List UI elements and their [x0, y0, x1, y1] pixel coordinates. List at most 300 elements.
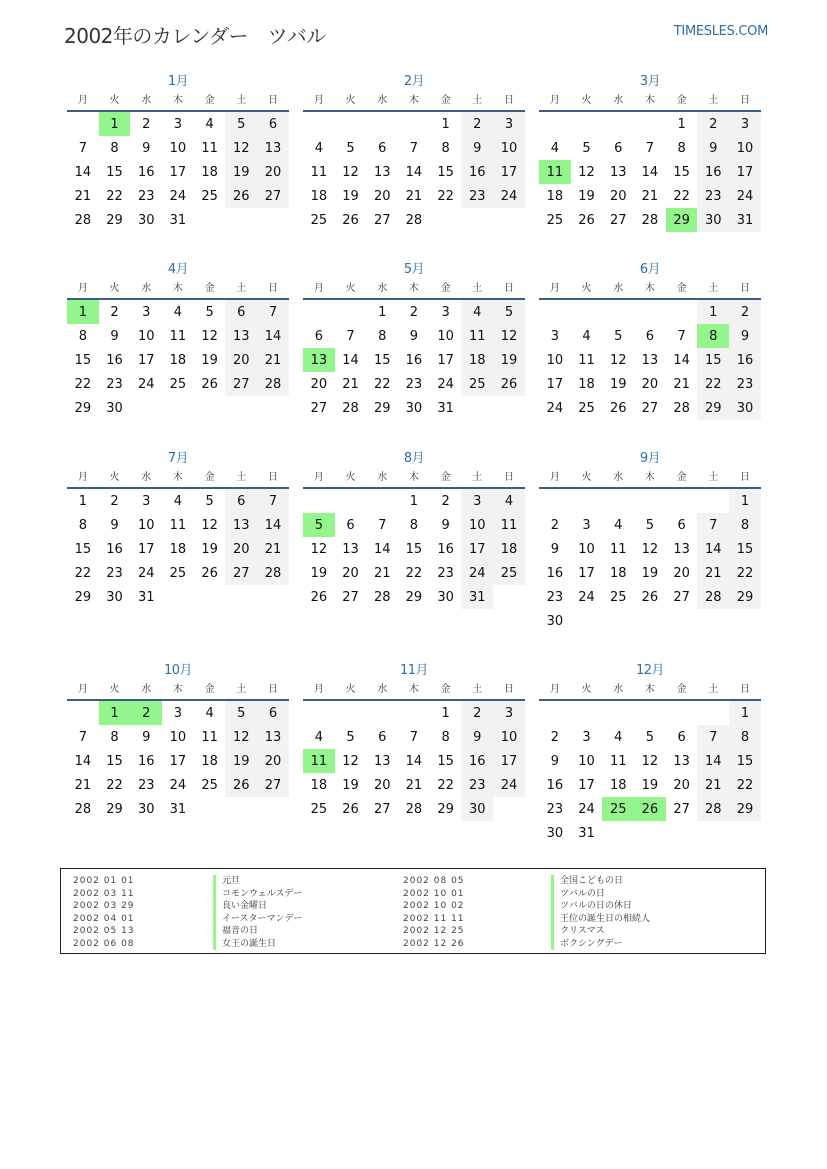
day-cell: 4 [461, 300, 493, 324]
day-cell: 27 [673, 801, 690, 817]
weekday-label: 土 [472, 95, 483, 106]
day-cell: 22 [106, 777, 123, 793]
weekday-label: 木 [644, 283, 655, 294]
day-cell: 28 [342, 400, 359, 416]
day-cell: 5 [205, 493, 214, 509]
day-cell: 4 [173, 493, 183, 509]
day-cell: 28 [74, 212, 92, 228]
day-cell: 10 [137, 328, 155, 344]
weekday-label: 木 [644, 472, 655, 483]
day-cell: 19 [225, 160, 257, 184]
day-cell: 16 [697, 160, 729, 184]
day-cell: 9 [110, 517, 119, 533]
day-cell: 7 [257, 300, 289, 324]
weekday-label: 土 [236, 472, 247, 483]
day-cell: 22 [405, 565, 423, 581]
holiday-date: 2002 03 29 [73, 901, 135, 911]
empty-cell [571, 701, 603, 725]
holiday-name: コモンウェルスデー [213, 888, 303, 901]
day-cell: 4 [550, 140, 559, 156]
empty-cell [398, 112, 430, 136]
day-cell: 15 [729, 749, 761, 773]
day-cell: 28 [673, 400, 690, 416]
day-cell: 11 [461, 324, 493, 348]
day-cell: 28 [697, 585, 729, 609]
day-cell: 23 [405, 376, 423, 392]
day-cell: 8 [378, 328, 387, 344]
holiday-date: 2002 01 01 [73, 876, 135, 886]
day-cell: 8 [78, 328, 87, 344]
day-cell: 29 [74, 400, 92, 416]
holiday-cell: 13 [303, 348, 335, 372]
day-cell: 14 [257, 324, 289, 348]
day-cell: 5 [225, 701, 257, 725]
weekday-label: 火 [345, 283, 356, 294]
weekday-header [539, 681, 761, 701]
weekday-label: 金 [676, 283, 687, 294]
day-cell: 10 [578, 541, 595, 557]
day-cell: 25 [310, 801, 328, 817]
days-grid [67, 489, 289, 609]
empty-cell [335, 489, 367, 513]
day-cell: 22 [74, 376, 92, 392]
day-cell: 20 [641, 376, 659, 392]
empty-cell [602, 489, 634, 513]
day-cell: 24 [169, 188, 187, 204]
holiday-date: 2002 04 01 [73, 913, 135, 924]
weekday-label: 水 [141, 472, 152, 483]
day-cell: 15 [437, 753, 454, 769]
empty-cell [666, 701, 698, 725]
day-cell: 22 [729, 773, 761, 797]
day-cell: 27 [257, 184, 289, 208]
empty-cell [539, 112, 571, 136]
day-cell: 28 [405, 801, 423, 817]
month-name: 12月 [635, 663, 665, 678]
weekday-header [303, 681, 525, 701]
empty-cell [539, 489, 571, 513]
weekday-label: 水 [377, 472, 388, 483]
day-cell: 30 [461, 797, 493, 821]
holiday-cell: 1 [99, 112, 131, 136]
weekday-label: 水 [377, 95, 388, 106]
day-cell: 3 [142, 304, 151, 320]
empty-cell [634, 300, 666, 324]
day-cell: 16 [729, 348, 761, 372]
day-cell: 15 [106, 164, 123, 180]
day-cell: 9 [142, 140, 151, 156]
weekday-label: 土 [236, 684, 247, 695]
day-cell: 29 [437, 801, 454, 817]
day-cell: 4 [205, 116, 214, 132]
weekday-label: 土 [472, 283, 483, 294]
day-cell: 23 [461, 773, 493, 797]
day-cell: 21 [697, 561, 729, 585]
day-cell: 17 [137, 541, 155, 557]
day-cell: 3 [493, 701, 525, 725]
day-cell: 20 [310, 376, 328, 392]
holiday-date: 2002 10 02 [403, 901, 465, 911]
holiday-date: 2002 03 11 [73, 888, 135, 899]
weekday-label: 月 [549, 684, 560, 695]
day-cell: 19 [225, 749, 257, 773]
day-cell: 24 [461, 561, 493, 585]
weekday-label: 月 [549, 472, 560, 483]
weekday-label: 日 [739, 95, 750, 106]
day-cell: 19 [641, 777, 659, 793]
day-cell: 28 [74, 801, 92, 817]
month-name: 1月 [167, 74, 189, 89]
holiday-cell: 8 [697, 324, 729, 348]
day-cell: 12 [493, 324, 525, 348]
weekday-label: 月 [313, 95, 324, 106]
month-name: 10月 [163, 663, 193, 678]
day-cell: 7 [78, 729, 87, 745]
day-cell: 26 [201, 376, 218, 392]
day-cell: 21 [641, 188, 659, 204]
day-cell: 28 [641, 212, 659, 228]
brand-logo[interactable]: TIMESLES.COM [673, 24, 768, 39]
day-cell: 8 [729, 513, 761, 537]
day-cell: 1 [78, 493, 87, 509]
day-cell: 10 [137, 517, 155, 533]
empty-cell [571, 300, 603, 324]
day-cell: 24 [493, 773, 525, 797]
day-cell: 20 [673, 777, 690, 793]
day-cell: 12 [225, 725, 257, 749]
day-cell: 22 [373, 376, 391, 392]
day-cell: 27 [225, 372, 257, 396]
weekday-header [67, 469, 289, 489]
day-cell: 18 [169, 352, 187, 368]
day-cell: 23 [106, 565, 123, 581]
day-cell: 6 [257, 112, 289, 136]
weekday-label: 水 [613, 684, 624, 695]
day-cell: 1 [729, 489, 761, 513]
day-cell: 31 [729, 208, 761, 232]
weekday-label: 月 [77, 283, 88, 294]
day-cell: 18 [169, 541, 187, 557]
empty-cell [666, 489, 698, 513]
weekday-label: 水 [613, 283, 624, 294]
day-cell: 10 [169, 140, 187, 156]
day-cell: 22 [437, 188, 454, 204]
day-cell: 26 [342, 801, 359, 817]
day-cell: 18 [201, 164, 218, 180]
day-cell: 7 [78, 140, 87, 156]
weekday-label: 火 [581, 472, 592, 483]
day-cell: 12 [201, 517, 218, 533]
day-cell: 16 [106, 352, 123, 368]
day-cell: 13 [641, 352, 659, 368]
day-cell: 7 [257, 489, 289, 513]
empty-cell [67, 701, 99, 725]
day-cell: 21 [405, 777, 423, 793]
month-block [67, 449, 289, 609]
day-cell: 23 [546, 801, 564, 817]
day-cell: 7 [697, 513, 729, 537]
weekday-label: 木 [172, 95, 183, 106]
weekday-label: 火 [109, 684, 120, 695]
day-cell: 11 [609, 753, 627, 769]
day-cell: 24 [546, 400, 564, 416]
day-cell: 8 [677, 140, 686, 156]
day-cell: 20 [609, 188, 627, 204]
empty-cell [602, 300, 634, 324]
weekday-label: 木 [408, 472, 419, 483]
day-cell: 28 [257, 372, 289, 396]
day-cell: 26 [342, 212, 359, 228]
weekday-label: 木 [644, 95, 655, 106]
empty-cell [602, 701, 634, 725]
day-cell: 5 [225, 112, 257, 136]
day-cell: 26 [641, 589, 659, 605]
day-cell: 14 [641, 164, 659, 180]
day-cell: 22 [697, 372, 729, 396]
day-cell: 11 [201, 140, 218, 156]
day-cell: 7 [697, 725, 729, 749]
day-cell: 12 [225, 136, 257, 160]
day-cell: 20 [373, 777, 391, 793]
weekday-label: 水 [613, 472, 624, 483]
day-cell: 25 [169, 376, 187, 392]
day-cell: 9 [110, 328, 119, 344]
day-cell: 24 [437, 376, 454, 392]
day-cell: 30 [106, 400, 123, 416]
month-name: 8月 [403, 451, 425, 466]
day-cell: 17 [578, 777, 595, 793]
empty-cell [634, 112, 666, 136]
weekday-label: 金 [440, 472, 451, 483]
day-cell: 14 [74, 753, 92, 769]
weekday-label: 日 [267, 684, 278, 695]
empty-cell [697, 489, 729, 513]
day-cell: 31 [169, 801, 187, 817]
day-cell: 14 [697, 537, 729, 561]
day-cell: 30 [405, 400, 423, 416]
day-cell: 2 [110, 493, 119, 509]
day-cell: 29 [74, 589, 92, 605]
days-grid [67, 701, 289, 821]
weekday-label: 水 [377, 283, 388, 294]
day-cell: 15 [437, 164, 454, 180]
weekday-label: 金 [676, 95, 687, 106]
weekday-label: 火 [345, 95, 356, 106]
legend-right-dates [403, 875, 465, 950]
day-cell: 18 [201, 753, 218, 769]
day-cell: 12 [641, 753, 659, 769]
days-grid [67, 112, 289, 232]
day-cell: 24 [137, 565, 155, 581]
weekday-label: 火 [345, 684, 356, 695]
day-cell: 5 [205, 304, 214, 320]
holiday-cell: 11 [539, 160, 571, 184]
day-cell: 20 [673, 565, 690, 581]
weekday-label: 金 [676, 684, 687, 695]
day-cell: 15 [106, 753, 123, 769]
empty-cell [366, 112, 398, 136]
weekday-label: 土 [472, 472, 483, 483]
empty-cell [303, 112, 335, 136]
day-cell: 19 [310, 565, 328, 581]
day-cell: 16 [546, 565, 564, 581]
day-cell: 29 [729, 585, 761, 609]
month-block [67, 661, 289, 821]
day-cell: 12 [310, 541, 328, 557]
day-cell: 1 [697, 300, 729, 324]
day-cell: 12 [641, 541, 659, 557]
day-cell: 10 [461, 513, 493, 537]
weekday-label: 月 [77, 472, 88, 483]
month-name: 7月 [167, 451, 189, 466]
day-cell: 13 [673, 753, 690, 769]
weekday-label: 日 [503, 472, 514, 483]
weekday-label: 木 [172, 472, 183, 483]
day-cell: 30 [546, 613, 564, 629]
month-block [539, 72, 761, 232]
day-cell: 3 [582, 517, 591, 533]
day-cell: 5 [614, 328, 623, 344]
day-cell: 6 [225, 300, 257, 324]
empty-cell [335, 112, 367, 136]
empty-cell [303, 489, 335, 513]
day-cell: 17 [493, 749, 525, 773]
day-cell: 8 [78, 517, 87, 533]
weekday-label: 日 [503, 283, 514, 294]
day-cell: 14 [405, 753, 423, 769]
month-name: 9月 [639, 451, 661, 466]
holiday-cell: 26 [634, 797, 666, 821]
holiday-date: 2002 08 05 [403, 876, 465, 886]
day-cell: 27 [609, 212, 627, 228]
weekday-label: 木 [172, 283, 183, 294]
day-cell: 9 [697, 136, 729, 160]
weekday-label: 金 [676, 472, 687, 483]
holiday-name: クリスマス [551, 925, 650, 938]
day-cell: 22 [729, 561, 761, 585]
holiday-name: 良い金曜日 [213, 900, 303, 913]
day-cell: 18 [461, 348, 493, 372]
holiday-date: 2002 06 08 [73, 938, 135, 949]
day-cell: 19 [201, 541, 218, 557]
weekday-label: 土 [236, 95, 247, 106]
day-cell: 21 [74, 188, 92, 204]
day-cell: 9 [441, 517, 450, 533]
day-cell: 10 [546, 352, 564, 368]
day-cell: 8 [409, 517, 419, 533]
day-cell: 29 [729, 797, 761, 821]
day-cell: 3 [461, 489, 493, 513]
weekday-label: 日 [503, 95, 514, 106]
day-cell: 27 [225, 561, 257, 585]
days-grid [539, 300, 761, 420]
day-cell: 7 [378, 517, 387, 533]
day-cell: 17 [546, 376, 564, 392]
day-cell: 26 [493, 372, 525, 396]
month-block [539, 260, 761, 420]
empty-cell [303, 701, 335, 725]
month-name: 2月 [403, 74, 425, 89]
empty-cell [366, 701, 398, 725]
day-cell: 24 [137, 376, 155, 392]
day-cell: 16 [461, 749, 493, 773]
day-cell: 3 [441, 304, 450, 320]
day-cell: 9 [461, 725, 493, 749]
day-cell: 16 [461, 160, 493, 184]
day-cell: 20 [225, 537, 257, 561]
month-name: 5月 [403, 262, 425, 277]
day-cell: 28 [405, 212, 423, 228]
day-cell: 11 [578, 352, 595, 368]
holiday-cell: 1 [67, 300, 99, 324]
holiday-name: 全国こどもの日 [551, 875, 650, 888]
empty-cell [539, 701, 571, 725]
day-cell: 12 [201, 328, 218, 344]
day-cell: 16 [546, 777, 564, 793]
weekday-header [303, 92, 525, 112]
day-cell: 7 [409, 140, 419, 156]
day-cell: 27 [673, 589, 690, 605]
empty-cell [634, 701, 666, 725]
day-cell: 2 [110, 304, 119, 320]
weekday-label: 火 [581, 283, 592, 294]
day-cell: 17 [169, 753, 187, 769]
day-cell: 7 [346, 328, 355, 344]
day-cell: 17 [578, 565, 595, 581]
day-cell: 24 [169, 777, 187, 793]
day-cell: 22 [437, 777, 454, 793]
weekday-label: 火 [345, 472, 356, 483]
day-cell: 3 [582, 729, 591, 745]
weekday-label: 水 [141, 283, 152, 294]
weekday-label: 木 [408, 283, 419, 294]
day-cell: 14 [697, 749, 729, 773]
empty-cell [571, 112, 603, 136]
day-cell: 15 [74, 352, 92, 368]
weekday-label: 木 [408, 684, 419, 695]
weekday-label: 火 [109, 283, 120, 294]
day-cell: 26 [225, 773, 257, 797]
day-cell: 17 [729, 160, 761, 184]
day-cell: 17 [461, 537, 493, 561]
day-cell: 30 [106, 589, 123, 605]
weekday-label: 水 [613, 95, 624, 106]
weekday-label: 土 [708, 472, 719, 483]
day-cell: 2 [142, 116, 151, 132]
weekday-label: 日 [739, 472, 750, 483]
day-cell: 19 [342, 188, 359, 204]
day-cell: 25 [578, 400, 595, 416]
empty-cell [366, 489, 398, 513]
day-cell: 8 [441, 140, 450, 156]
holiday-cell: 11 [303, 749, 335, 773]
day-cell: 27 [342, 589, 359, 605]
day-cell: 30 [137, 801, 155, 817]
day-cell: 10 [437, 328, 454, 344]
day-cell: 23 [461, 184, 493, 208]
day-cell: 11 [493, 513, 525, 537]
days-grid [539, 489, 761, 633]
day-cell: 12 [342, 164, 359, 180]
day-cell: 16 [137, 164, 155, 180]
day-cell: 20 [342, 565, 359, 581]
day-cell: 13 [609, 164, 627, 180]
day-cell: 10 [169, 729, 187, 745]
day-cell: 8 [729, 725, 761, 749]
weekday-label: 月 [313, 684, 324, 695]
day-cell: 5 [645, 517, 655, 533]
day-cell: 13 [673, 541, 690, 557]
